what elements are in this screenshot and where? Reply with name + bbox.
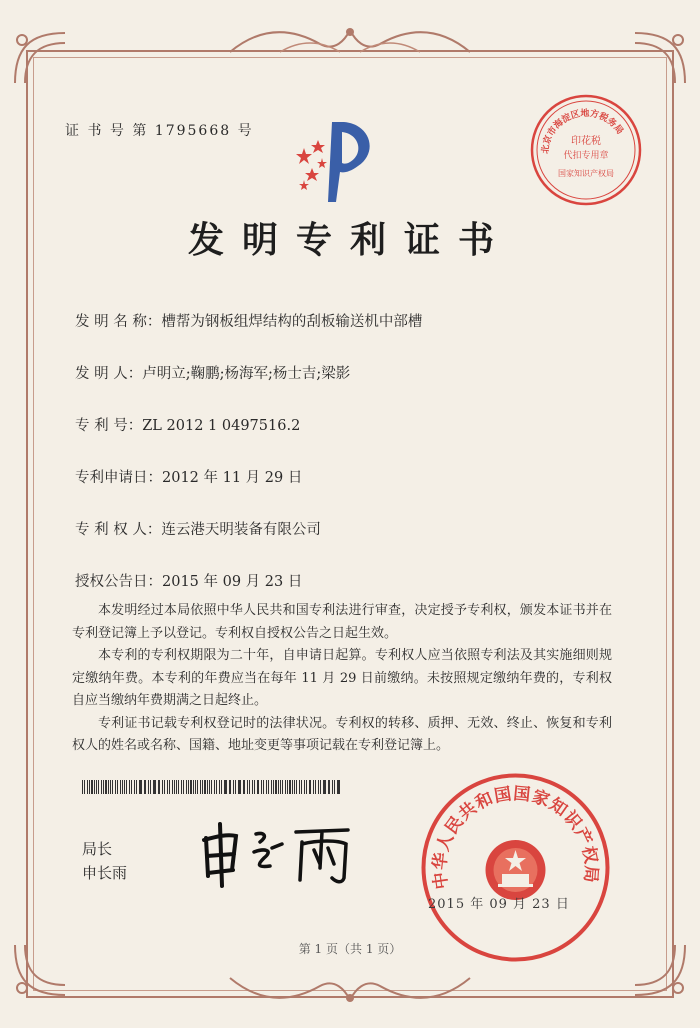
barcode-bar (252, 780, 253, 794)
field-label: 发 明 人： (75, 366, 143, 382)
barcode-bar (89, 780, 90, 794)
barcode-bar (292, 780, 293, 794)
barcode-bar (211, 780, 212, 794)
barcode-bar (144, 780, 145, 794)
barcode-bar (139, 780, 140, 794)
barcode-bar (243, 780, 244, 794)
tax-stamp (528, 92, 644, 208)
barcode-bar (158, 780, 159, 794)
barcode-bar (178, 780, 179, 794)
barcode-bar (273, 780, 274, 794)
barcode-bar (176, 780, 177, 794)
barcode-bar (301, 780, 302, 794)
barcode-bar (207, 780, 208, 794)
barcode-bar (257, 780, 258, 794)
barcode-bar (334, 780, 335, 794)
barcode-bar (110, 780, 111, 794)
corner-ornament-icon (630, 28, 690, 88)
barcode-bar (129, 780, 130, 794)
barcode-bar (266, 780, 267, 794)
barcode-bar (202, 780, 203, 794)
barcode-bar (162, 780, 163, 794)
barcode-bar (183, 780, 184, 794)
field-value: 2015 年 09 月 23 日 (162, 574, 303, 590)
national-emblem-icon (486, 840, 546, 900)
barcode-bar (221, 780, 222, 794)
barcode-bar (225, 780, 226, 794)
barcode-bar (148, 780, 149, 794)
top-ornament-icon (220, 22, 480, 62)
barcode-bar (224, 780, 225, 794)
barcode-bar (332, 780, 333, 794)
barcode-bar (98, 780, 99, 794)
barcode-bar (204, 780, 205, 794)
barcode-bar (282, 780, 283, 794)
barcode-bar (82, 780, 83, 794)
barcode-bar (154, 780, 155, 794)
corner-ornament-icon (10, 28, 70, 88)
page-number: 第 1 页（共 1 页） (298, 942, 402, 956)
barcode-bar (136, 780, 137, 794)
field-patent-number (75, 414, 300, 435)
barcode-bar (169, 780, 170, 794)
barcode-bar (313, 780, 314, 794)
bottom-ornament-icon (220, 968, 480, 1008)
field-grant-date (75, 570, 302, 591)
barcode-bar (126, 780, 127, 794)
barcode-bar (153, 780, 154, 794)
barcode-bar (96, 780, 97, 794)
field-value: 2012 年 11 月 29 日 (162, 470, 303, 486)
field-label: 专 利 权 人： (75, 522, 162, 538)
barcode-bar (94, 780, 95, 794)
barcode-bar (230, 780, 231, 794)
field-inventors (75, 362, 350, 383)
official-seal (418, 770, 613, 965)
barcode-bar (294, 780, 295, 794)
barcode-bar (306, 780, 307, 794)
barcode-bar (249, 780, 250, 794)
barcode-bar (287, 780, 288, 794)
certificate-body (72, 600, 612, 758)
barcode-bar (120, 780, 121, 794)
barcode-bar (247, 780, 248, 794)
seal-date: 2015 年 09 月 23 日 (428, 897, 570, 912)
barcode-bar (238, 780, 239, 794)
barcode-bar (195, 780, 196, 794)
field-patentee (75, 518, 321, 539)
barcode-bar (190, 780, 191, 794)
body-paragraph: 本发明经过本局依照中华人民共和国专利法进行审查，决定授予专利权，颁发本证书并在专利登记簿上予以登记。专利权自授权公告之日起生效。 (72, 603, 612, 641)
barcode-bar (280, 780, 281, 794)
barcode-bar (91, 780, 92, 794)
barcode-bar (263, 780, 264, 794)
patent-office-emblem-icon (284, 118, 384, 204)
barcode-bar (101, 780, 102, 794)
barcode-bar (105, 780, 106, 794)
barcode-bar (315, 780, 316, 794)
barcode-bar (239, 780, 240, 794)
field-invention-name (75, 310, 422, 331)
barcode-bar (324, 780, 325, 794)
barcode-bar (216, 780, 217, 794)
barcode-bar (244, 780, 245, 794)
barcode-bar (84, 780, 85, 794)
tax-stamp-line-3: 国家知识产权局 (558, 169, 614, 178)
signatory-name: 申长雨 (82, 864, 128, 882)
field-value: 卢明立;鞠鹏;杨海军;杨士吉;梁影 (142, 366, 351, 382)
barcode-bar (124, 780, 125, 794)
svg-text:北京市海淀区地方税务局 (539, 107, 626, 154)
signatory-position: 局长 (82, 840, 113, 858)
barcode-bar (329, 780, 330, 794)
barcode-bar (299, 780, 300, 794)
barcode-bar (150, 780, 151, 794)
official-seal-text: 中华人民共和国国家知识产权局 (430, 783, 601, 891)
barcode-bar (338, 780, 339, 794)
barcode-bar (193, 780, 194, 794)
barcode-bar (258, 780, 259, 794)
barcode-bar (318, 780, 319, 794)
field-value: ZL 2012 1 0497516.2 (142, 418, 301, 434)
barcode-bar (87, 780, 88, 794)
barcode-bar (285, 780, 286, 794)
barcode (82, 780, 342, 794)
barcode-bar (233, 780, 234, 794)
barcode-bar (115, 780, 116, 794)
barcode-bar (197, 780, 198, 794)
barcode-bar (186, 780, 187, 794)
barcode-bar (159, 780, 160, 794)
barcode-bar (167, 780, 168, 794)
certificate-title: 发明专利证书 (187, 219, 512, 261)
field-label: 发 明 名 称： (75, 314, 162, 330)
barcode-bar (145, 780, 146, 794)
barcode-bar (278, 780, 279, 794)
handwritten-signature (198, 818, 358, 888)
barcode-bar (172, 780, 173, 794)
barcode-bar (131, 780, 132, 794)
barcode-bar (112, 780, 113, 794)
barcode-bar (271, 780, 272, 794)
field-label: 专利申请日： (75, 470, 162, 486)
barcode-bar (235, 780, 236, 794)
body-paragraph: 本专利的专利权期限为二十年，自申请日起算。专利权人应当依照专利法及其实施细则规定缴纳年费。本专利的年费应当在每年 11 月 29 日前缴纳。未按照规定缴纳年费的，专利权自应当缴纳年费期满之日起终止。 (72, 648, 612, 708)
field-label: 专 利 号： (75, 418, 143, 434)
barcode-bar (289, 780, 290, 794)
barcode-bar (174, 780, 175, 794)
barcode-bar (200, 780, 201, 794)
tax-stamp-line-2: 代扣专用章 (563, 151, 609, 161)
barcode-bar (275, 780, 276, 794)
barcode-bar (214, 780, 215, 794)
field-application-date (75, 466, 302, 487)
barcode-bar (103, 780, 104, 794)
barcode-bar (261, 780, 262, 794)
barcode-bar (229, 780, 230, 794)
barcode-bar (296, 780, 297, 794)
barcode-bar (134, 780, 135, 794)
barcode-bar (181, 780, 182, 794)
tax-stamp-line-1: 印花税 (571, 136, 601, 147)
barcode-bar (209, 780, 210, 794)
barcode-bar (337, 780, 338, 794)
barcode-bar (254, 780, 255, 794)
barcode-bar (320, 780, 321, 794)
barcode-bar (268, 780, 269, 794)
certificate-number: 证 书 号 第 1795668 号 (65, 123, 254, 139)
barcode-bar (108, 780, 109, 794)
barcode-bar (304, 780, 305, 794)
barcode-bar (140, 780, 141, 794)
barcode-bar (310, 780, 311, 794)
barcode-bar (219, 780, 220, 794)
field-value: 槽帮为钢板组焊结构的刮板输送机中部槽 (161, 314, 423, 330)
barcode-bar (328, 780, 329, 794)
tax-stamp-arc-text: 北京市海淀区地方税务局 (540, 108, 625, 155)
barcode-bar (117, 780, 118, 794)
field-value: 连云港天明装备有限公司 (161, 522, 321, 538)
barcode-bar (122, 780, 123, 794)
barcode-bar (323, 780, 324, 794)
field-label: 授权公告日： (75, 574, 162, 590)
barcode-bar (309, 780, 310, 794)
barcode-bar (164, 780, 165, 794)
body-paragraph: 专利证书记载专利权登记时的法律状况。专利权的转移、质押、无效、终止、恢复和专利权人的姓名或名称、国籍、地址变更等事项记载在专利登记簿上。 (72, 715, 612, 753)
barcode-bar (188, 780, 189, 794)
